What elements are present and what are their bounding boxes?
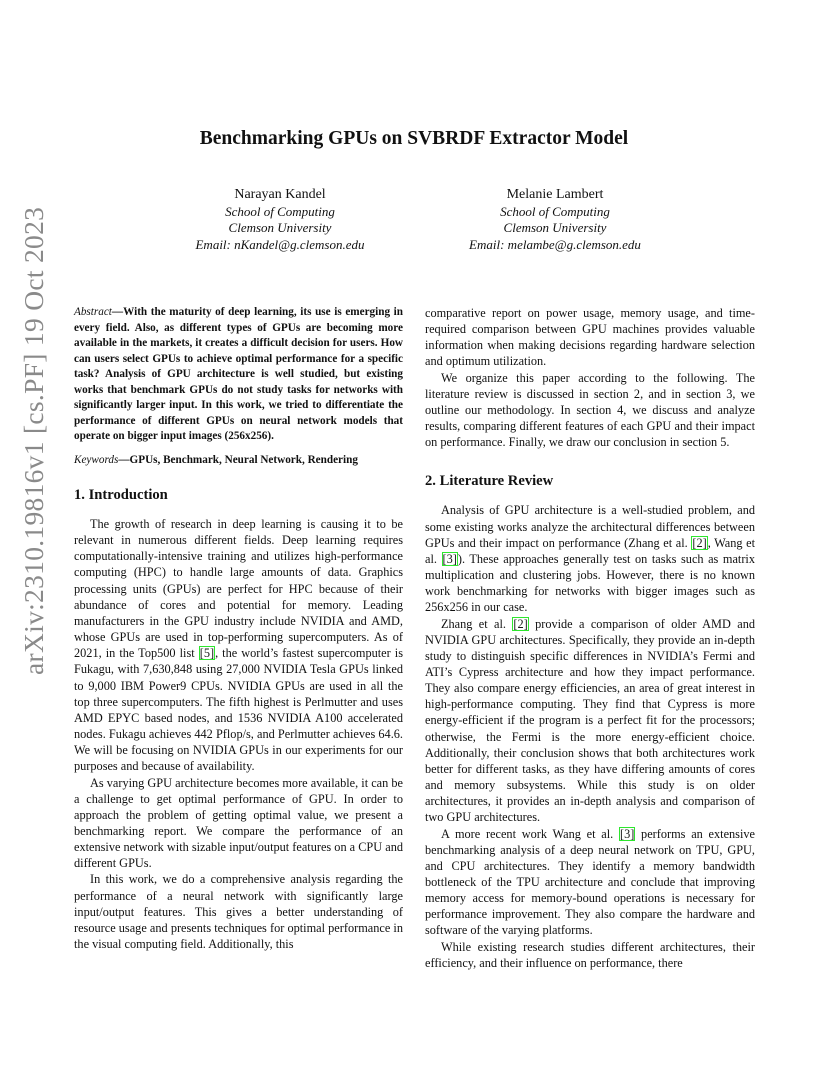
citation-link[interactable]: [2]	[513, 616, 528, 631]
author-school: School of Computing	[500, 203, 610, 219]
paragraph	[74, 516, 403, 775]
paragraph: In this work, we do a comprehensive analysis regarding the performance of a neural network with significantly large input/output features. This gives a better understanding of resource usage and presents techniques for optimal performance in the visual computing field. Additionally, this	[74, 872, 403, 952]
keywords-text: —GPUs, Benchmark, Neural Network, Rendering	[118, 453, 358, 466]
left-column	[74, 305, 403, 952]
paragraph: We organize this paper according to the following. The literature review is discussed in section 2, and in section 3, we outline our methodology. In section 4, we discuss and analyze results, comparing different features of each GPU and their impact on performance. Finally, we draw our conclusion in section 5.	[425, 370, 755, 450]
citation-link[interactable]: [3]	[442, 551, 457, 566]
author-school: School of Computing	[225, 203, 335, 219]
section-heading-literature-review: 2. Literature Review	[425, 473, 554, 490]
paragraph: comparative report on power usage, memory usage, and time-required comparison between GPU machines provides valuable information when making decisions regarding hardware selection and optimum utilization.	[425, 306, 755, 369]
author-university: Clemson University	[503, 220, 607, 235]
text-run: Zhang et al.	[441, 616, 513, 631]
author-email: Email: melambe@g.clemson.edu	[469, 236, 641, 252]
paper-title: Benchmarking GPUs on SVBRDF Extractor Model	[199, 128, 629, 149]
abstract-label: Abstract	[74, 306, 112, 318]
text-run: , the world’s fastest supercomputer is Fukagu, with 7,630,848 using 27,000 NVIDIA Tesla GPUs linked to 9,000 IBM Power9 CPUs. NVIDIA GPUs are used in all the top three supercomputers. The fifth highest is Perlmutter and uses AMD EPYC based nodes, and 1536 NVIDIA A100 accelerated nodes. Fukagu achieves 442 Pflop/s, and Perlmutter achieves 64.6. We will be focusing on NVIDIA GPUs in our experiments for our purposes and because of availability.	[74, 646, 403, 774]
citation-link[interactable]: [5]	[199, 646, 215, 661]
keywords	[74, 453, 403, 469]
paragraph: While existing research studies different architectures, their efficiency, and their influence on performance, there	[425, 939, 755, 970]
text-run: , Wang et al.	[425, 535, 755, 566]
text-run: provide a comparison of older AMD and NVIDIA GPU architectures. Specifically, they provide an in-depth study to distinguish specific differences in NVIDIA’s Fermi and ATI’s Cypress architecture and how they impact performance. They also compare energy efficiencies, an area of great interest in high-performance computing. They find that Cypress is more energy-efficient if the program is a perfect fit for the processors; otherwise, the Fermi is the more energy-efficient choice. Additionally, their conclusion shows that both architectures work better for different tasks, as they have differing amounts of cores and memory subsystems. While this study is on older architectures, it provides an in-depth analysis and comparison of two GPU architectures.	[425, 616, 755, 825]
author-email: Email: nKandel@g.clemson.edu	[195, 236, 365, 252]
text-run: A more recent work Wang et al.	[441, 826, 619, 841]
author-name: Melanie Lambert	[506, 187, 604, 202]
text-run: performs an extensive benchmarking analysis of a deep neural network on TPU, GPU, and CPU architectures. They identify a memory bandwidth bottleneck of the TPU architecture and conclude that improving memory access for memory-bound operations is necessary for performance improvement. They also compare the hardware and software of the varying platforms.	[425, 826, 755, 938]
abstract-text: —With the maturity of deep learning, its use is emerging in every field. Also, as different types of GPUs are becoming more available in the markets, it creates a difficult decision for users. How can users select GPUs to achieve optimal performance for a specific task? Analysis of GPU architecture is well studied, but existing works that benchmark GPUs do not study tasks for networks with significantly larger input. In this work, we tried to differentiate the performance of different GPUs on neural network models that operate on bigger input images (256x256).	[74, 306, 403, 442]
keywords-label: Keywords	[74, 453, 119, 466]
paragraph	[425, 616, 755, 826]
right-column	[425, 305, 755, 971]
paragraph: As varying GPU architecture becomes more available, it can be a challenge to get optimal performance of GPU. In order to approach the problem of getting optimal value, we present a benchmarking report. We compare the performance of an extensive network with sizable input/output features on a CPU and different GPUs.	[74, 775, 403, 871]
paragraph	[425, 502, 755, 615]
author-block	[150, 187, 410, 253]
arxiv-identifier: arXiv:2310.19816v1 [cs.PF] 19 Oct 2023	[18, 206, 49, 675]
author-name: Narayan Kandel	[234, 187, 326, 202]
abstract	[74, 305, 403, 445]
section-heading-introduction: 1. Introduction	[74, 487, 168, 503]
text-run: The growth of research in deep learning is causing it to be relevant in numerous different fields. Deep learning requires computationally-intensive training and utilizes high-performance computing (HPC) to handle large amounts of data. Graphics processing units (GPUs) are perfect for HPC because of their abundance of cores and potential for memory. Leading manufacturers in the GPU industry include NVIDIA and AMD, whose GPUs are used in top-performing supercomputers. As of 2021, in the Top500 list	[74, 517, 403, 661]
paragraph	[425, 826, 755, 939]
text-run: Analysis of GPU architecture is a well-studied problem, and some existing works analyze the architectural differences between GPUs and their impact on performance (Zhang et al.	[425, 503, 755, 550]
author-university: Clemson University	[228, 220, 332, 235]
citation-link[interactable]: [2]	[692, 535, 707, 550]
author-block	[425, 187, 685, 253]
text-run: ). These approaches generally test on tasks such as matrix multiplication and clustering jobs. However, there is no known work benchmarking for networks with bigger images such as 256x256 in our case.	[425, 551, 755, 615]
citation-link[interactable]: [3]	[619, 826, 635, 841]
